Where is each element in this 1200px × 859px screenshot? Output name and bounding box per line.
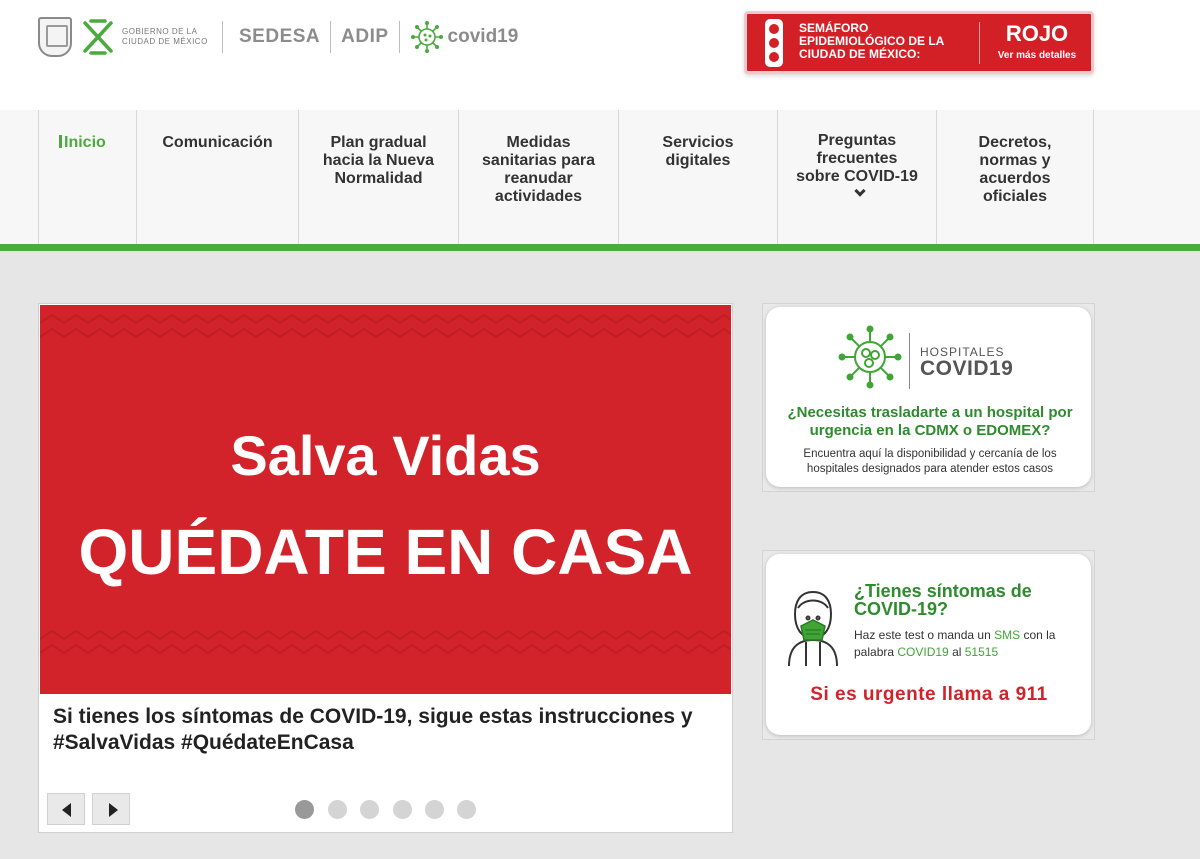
nav-item-preguntas-label: Preguntas frecuentes sobre COVID-19 xyxy=(796,132,918,185)
sintomas-text: con la palabra xyxy=(854,628,1056,659)
divider xyxy=(909,333,910,389)
carousel-dot[interactable] xyxy=(360,800,379,819)
gobierno-label: GOBIERNO DE LA CIUDAD DE MÉXICO xyxy=(122,27,208,46)
hospitales-name: COVID19 xyxy=(920,357,1014,380)
nav-item-servicios-digitales[interactable]: Servicios digitales xyxy=(618,110,777,244)
carousel-dot[interactable] xyxy=(425,800,444,819)
cdmx-logo-icon[interactable] xyxy=(80,17,116,57)
divider xyxy=(979,22,980,64)
sintomas-text: Haz este test o manda un xyxy=(854,628,995,642)
chevron-down-icon xyxy=(854,185,865,196)
sintomas-text: al xyxy=(948,645,965,659)
keyword-highlight: COVID19 xyxy=(897,645,949,659)
arrow-left-icon xyxy=(62,803,71,817)
site-header xyxy=(0,0,1200,110)
sintomas-title: ¿Tienes síntomas de COVID-19? xyxy=(854,581,1032,619)
carousel-slide[interactable] xyxy=(40,305,731,694)
person-mask-icon xyxy=(786,588,840,668)
sintomas-covid19-card[interactable] xyxy=(766,554,1091,735)
ver-mas-detalles-link[interactable]: Ver más detalles xyxy=(997,50,1077,61)
hospitales-label: HOSPITALES xyxy=(920,345,1005,359)
virus-icon xyxy=(836,323,904,391)
semaforo-status: ROJO xyxy=(1005,21,1069,46)
traffic-light-icon xyxy=(765,19,783,67)
sintomas-instructions xyxy=(854,627,1084,661)
virus-icon xyxy=(410,20,444,54)
logo-bar xyxy=(38,16,518,58)
nav-item-preguntas-frecuentes[interactable] xyxy=(777,110,936,244)
divider xyxy=(222,21,223,53)
zigzag-pattern xyxy=(40,311,731,357)
urgent-call-text[interactable]: Si es urgente llama a 911 xyxy=(810,684,1048,705)
slide-caption[interactable]: Si tienes los síntomas de COVID-19, sigue estas instrucciones y #SalvaVidas #QuédateEnCasa xyxy=(53,705,693,754)
carousel-dot[interactable] xyxy=(393,800,412,819)
carousel-dot[interactable] xyxy=(328,800,347,819)
sedesa-logo[interactable]: SEDESA xyxy=(239,26,321,47)
semaforo-title: SEMÁFORO EPIDEMIOLÓGICO DE LA CIUDAD DE MÉXICO: xyxy=(799,21,944,61)
hospitales-question: ¿Necesitas trasladarte a un hospital por urgencia en la CDMX o EDOMEX? xyxy=(787,404,1073,439)
nav-item-decretos[interactable]: Decretos, normas y acuerdos oficiales xyxy=(936,110,1094,244)
coat-of-arms-icon[interactable] xyxy=(38,17,72,57)
slide-heading: Salva Vidas xyxy=(230,424,541,487)
nav-item-medidas-sanitarias[interactable]: Medidas sanitarias para reanudar actividades xyxy=(458,110,618,244)
nav-accent-bar xyxy=(0,244,1200,251)
semaforo-banner[interactable] xyxy=(744,11,1094,74)
divider xyxy=(330,21,331,53)
nav-item-comunicacion[interactable]: Comunicación xyxy=(136,110,298,244)
covid19-logo[interactable] xyxy=(410,20,519,54)
divider xyxy=(399,21,400,53)
zigzag-pattern xyxy=(40,627,731,673)
carousel-next-button[interactable] xyxy=(92,793,130,825)
hospitales-covid19-card[interactable] xyxy=(766,307,1091,487)
covid19-brand-text: covid19 xyxy=(447,26,519,47)
nav-item-inicio[interactable]: Inicio xyxy=(38,110,136,244)
sms-number: 51515 xyxy=(964,645,999,659)
adip-logo[interactable]: ADIP xyxy=(341,26,389,47)
nav-item-plan-gradual[interactable]: Plan gradual hacia la Nueva Normalidad xyxy=(298,110,458,244)
slide-subheading: QUÉDATE EN CASA xyxy=(78,516,693,588)
carousel-dot[interactable] xyxy=(457,800,476,819)
carousel-prev-button[interactable] xyxy=(47,793,85,825)
arrow-right-icon xyxy=(109,803,118,817)
news-carousel xyxy=(38,303,733,833)
hospitales-description: Encuentra aquí la disponibilidad y cercanía de los hospitales designados para atender estos casos xyxy=(803,448,1057,475)
sms-highlight: SMS xyxy=(994,628,1021,642)
carousel-dot[interactable] xyxy=(295,800,314,819)
